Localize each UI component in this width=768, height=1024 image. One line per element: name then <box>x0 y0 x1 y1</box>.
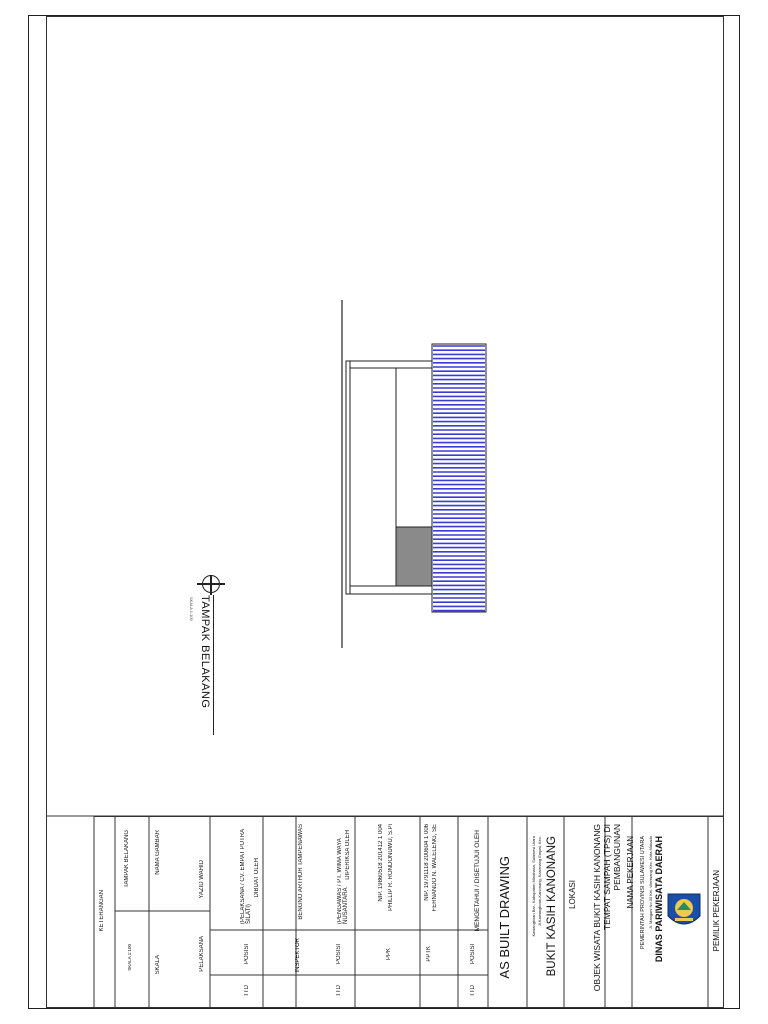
location-name: BUKIT KASIH KANONANG <box>546 836 558 977</box>
remarks-header: KETERANGAN <box>99 890 105 932</box>
inspector-name: BENGNO ARTHUR TAMPENAWAS <box>298 824 304 920</box>
position-label-3: POSISI <box>244 944 250 965</box>
province-emblem-icon <box>665 890 703 934</box>
checked-org: (PENGAWAS / PT. WIMA WAYA NUSANTARA <box>337 838 349 924</box>
ppk-role: PPTK <box>426 946 432 962</box>
scale-header: SKALA <box>155 955 161 975</box>
pphp-nip: NIP. 19860518 201412 1 004 <box>378 824 384 902</box>
ppk-nip: NIP. 19791118 200604 1 006 <box>424 824 430 901</box>
view-scale: SKALA 1:100 <box>189 597 194 621</box>
project-line-2: TEMPAT SAMPAH (TPS) DI <box>602 824 612 931</box>
owner-header: PEMILIK PEKERJAAN <box>712 870 721 952</box>
position-label-2: POSISI <box>336 944 342 965</box>
made-org: (PELAKSANA / CV. EMPAT PUTRA SILATI) <box>240 829 252 924</box>
maker-name: YAZID WAHID <box>199 860 205 899</box>
location-header: LOKASI <box>568 880 577 909</box>
scale-value: SKALA 1:100 <box>127 944 132 971</box>
approved-header: MENGETAHUI / DISETUJUI OLEH <box>474 830 481 932</box>
project-line-1: PEMBANGUNAN <box>612 824 622 891</box>
view-title: TAMPAK BELAKANG <box>199 595 211 709</box>
project-header: NAMA PEKERJAAN <box>626 836 635 909</box>
location-detail-1: Jl.Kawangkoan-Kanonang, Kanonang Empat, Kec. <box>537 836 542 927</box>
agency-gov: PEMERINTAH PROVINSI SULAWESI UTARA <box>640 836 646 949</box>
position-label-1: POSISI <box>470 944 476 965</box>
sign-label-3: TTD <box>244 985 250 997</box>
checked-header: DIPERIKSA OLEH <box>345 830 351 880</box>
drawing-name-header: NAMA GAMBAR <box>155 830 161 875</box>
as-built-title: AS BUILT DRAWING <box>497 856 512 979</box>
inspector-role: INSPEKTOR <box>295 938 301 973</box>
ppk-name: FERNANDO N. WALELENG, SE <box>432 824 438 912</box>
drawing-name: TAMPAK BELAKANG <box>124 830 130 888</box>
sign-label-2: TTD <box>336 985 342 997</box>
pphp-role: PPK <box>386 948 392 961</box>
pphp-name: PHILLIP R. RONDONUWU, S.Pi <box>388 824 394 911</box>
agency-address: Jl. Manguni No.33 Kel. Wenwang Kec. Kota Manado <box>648 836 653 930</box>
location-detail-2: Kawangkoan Bar., Kabupaten Minahasa, Sulawesi Utara <box>531 836 536 937</box>
sign-label-1: TTD <box>470 985 476 997</box>
project-line-3: OBJEK WISATA BUKIT KASIH KANONANG <box>592 824 602 992</box>
agency-name: DINAS PARIWISATA DAERAH <box>654 836 664 963</box>
maker-role: PELAKSANA <box>199 936 205 972</box>
made-header: DIBUAT OLEH <box>254 858 260 898</box>
